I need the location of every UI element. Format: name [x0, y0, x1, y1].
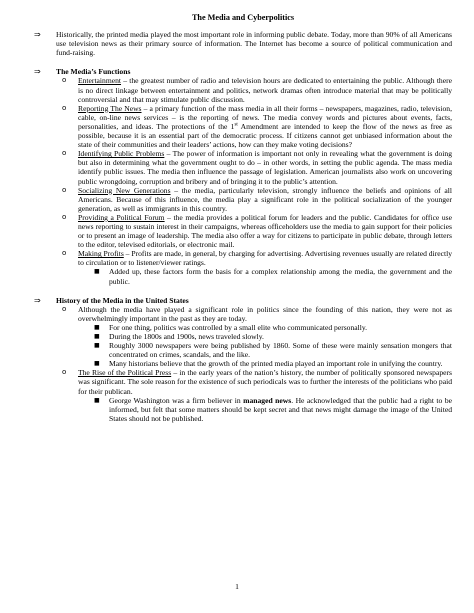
intro-text: Historically, the printed media played the most important role in informing public debate. Today, more than 90% of all Americans use television news as their primary source of information. The Internet has become a source of political communication and fund-raising.: [56, 30, 452, 58]
function-text: – the media, particularly television, strongly influence the beliefs and opinions of all Americans. Because of this influence, the media play a significant role in the political socialization of the younger generation, as well as immigrants in this country.: [78, 185, 452, 213]
circle-bullet-icon: o: [62, 368, 67, 377]
function-term: Identifying Public Problems: [78, 149, 165, 159]
function-term: Making Profits: [78, 249, 124, 259]
page-title: The Media and Cyberpolitics: [191, 13, 295, 22]
sub-item-text: George Washington was a firm believer in: [109, 395, 244, 405]
managed-news-term: managed news: [243, 395, 292, 405]
function-text: – Profits are made, in general, by charging for advertising. Advertising revenues usually are related directly to circulation or to listener/viewer ratings.: [78, 249, 452, 268]
history-sub-item: [94, 332, 452, 341]
square-bullet-icon: ■: [94, 342, 100, 350]
double-arrow-icon: ⇒: [34, 295, 41, 305]
functions-heading: The Media’s Functions: [56, 67, 131, 77]
history-text: – in the early years of the nation’s history, the number of politically sponsored newspapers was significant. The sole reason for the existence of such periodicals was to further the interests of the politicians who paid for their publican.: [78, 368, 452, 396]
function-text: – The power of information is important not only in revealing what the government is doing but also in determining what the government ought to do – in other words, in setting the public agenda. The mass media identify public issues. The media then influence the passage of legislation. American journalists also work on uncovering public wrongdoing, corruption and bribery and of bringing it to the public’s attention.: [78, 149, 452, 186]
function-text: – a primary function of the mass media in all their forms – newspapers, magazines, radio, television, cable, on-line news services – is the reporting of news. The media convey words and pictures about events, facts, personalities, and ideas. The protections of the 1: [78, 103, 452, 131]
history-section-heading: [34, 296, 452, 305]
history-sub-item: [94, 359, 452, 368]
function-text-continued: Amendment are intended to keep the flow of the news as free as possible, because it is an essential part of the democratic process. If citizens cannot get unbiased information about the state of their communities and their leaders’ actions, how can they make voting decisions?: [78, 121, 452, 150]
history-text: Although the media have played a significant role in politics since the founding of this nation, they were not as overwhelmingly important in the past as they are today.: [78, 304, 452, 323]
history-sub-item: [94, 341, 452, 359]
function-item-socializing: [62, 186, 452, 213]
profits-sub-item: [94, 267, 452, 285]
function-item-identifying-problems: [62, 149, 452, 185]
sub-item-text: For one thing, politics was controlled by a small elite who communicated personally.: [109, 322, 368, 332]
history-item-overview: [62, 305, 452, 323]
square-bullet-icon: ■: [94, 396, 100, 404]
square-bullet-icon: ■: [94, 323, 100, 331]
functions-section-heading: [34, 67, 452, 76]
function-term: Providing a Political Forum: [78, 212, 165, 222]
sub-item-text: Many historians believe that the growth of the printed media played an important role in unifying the country.: [109, 359, 443, 369]
circle-bullet-icon: o: [62, 185, 67, 194]
circle-bullet-icon: o: [62, 212, 67, 221]
function-term: Entertainment: [78, 76, 122, 86]
function-item-reporting-news: [62, 104, 452, 149]
function-item-making-profits: [62, 249, 452, 267]
history-sub-item: [94, 323, 452, 332]
sub-item-text: During the 1800s and 1900s, news traveled slowly.: [109, 332, 264, 341]
circle-bullet-icon: o: [62, 249, 67, 258]
function-item-political-forum: [62, 213, 452, 249]
function-term: Socializing New Generations: [78, 185, 171, 195]
square-bullet-icon: ■: [94, 360, 100, 368]
circle-bullet-icon: o: [62, 76, 67, 85]
circle-bullet-icon: o: [62, 149, 67, 158]
history-heading: History of the Media in the United States: [56, 295, 189, 305]
function-item-entertainment: [62, 76, 452, 103]
political-press-sub-item: [94, 396, 452, 423]
circle-bullet-icon: o: [62, 103, 67, 112]
sub-item-text-continued: . He acknowledged that the public had a right to be informed, but felt that some matters should be kept secret and that news might damage the image of the United States should not be published.: [109, 395, 452, 423]
double-arrow-icon: ⇒: [34, 67, 41, 77]
square-bullet-icon: ■: [94, 333, 100, 340]
intro-paragraph: [34, 30, 452, 57]
function-text: – the greatest number of radio and television hours are dedicated to entertaining the public. Although there is no direct linkage between entertainment and politics, network dramas often introduce material that may be politically controversial and that may stimulate public discussion.: [78, 76, 452, 104]
sub-item-text: Roughly 3000 newspapers were being published by 1860. Some of these were mainly sensation mongers that concentrated on crimes, scandals, and the like.: [109, 341, 452, 360]
history-item-political-press: [62, 368, 452, 395]
circle-bullet-icon: o: [62, 304, 67, 313]
function-text: – the media provides a political forum for leaders and the public. Candidates for office use news reporting to sustain interest in their campaigns, whereas officeholders use the media to gain support for their policies or to present an image of leadership. The media also offer a way for citizens to participate in public debate, through letters to the editor, televised editorials, or electronic mail.: [78, 212, 452, 250]
superscript: st: [234, 122, 238, 128]
double-arrow-icon: ⇒: [34, 30, 41, 40]
page-number: 1: [235, 582, 239, 591]
function-term: Reporting The News: [78, 103, 142, 113]
sub-item-text: Added up, these factors form the basis for a complex relationship among the media, the government and the public.: [109, 267, 452, 286]
square-bullet-icon: ■: [94, 268, 100, 276]
history-term: The Rise of the Political Press: [78, 368, 172, 378]
